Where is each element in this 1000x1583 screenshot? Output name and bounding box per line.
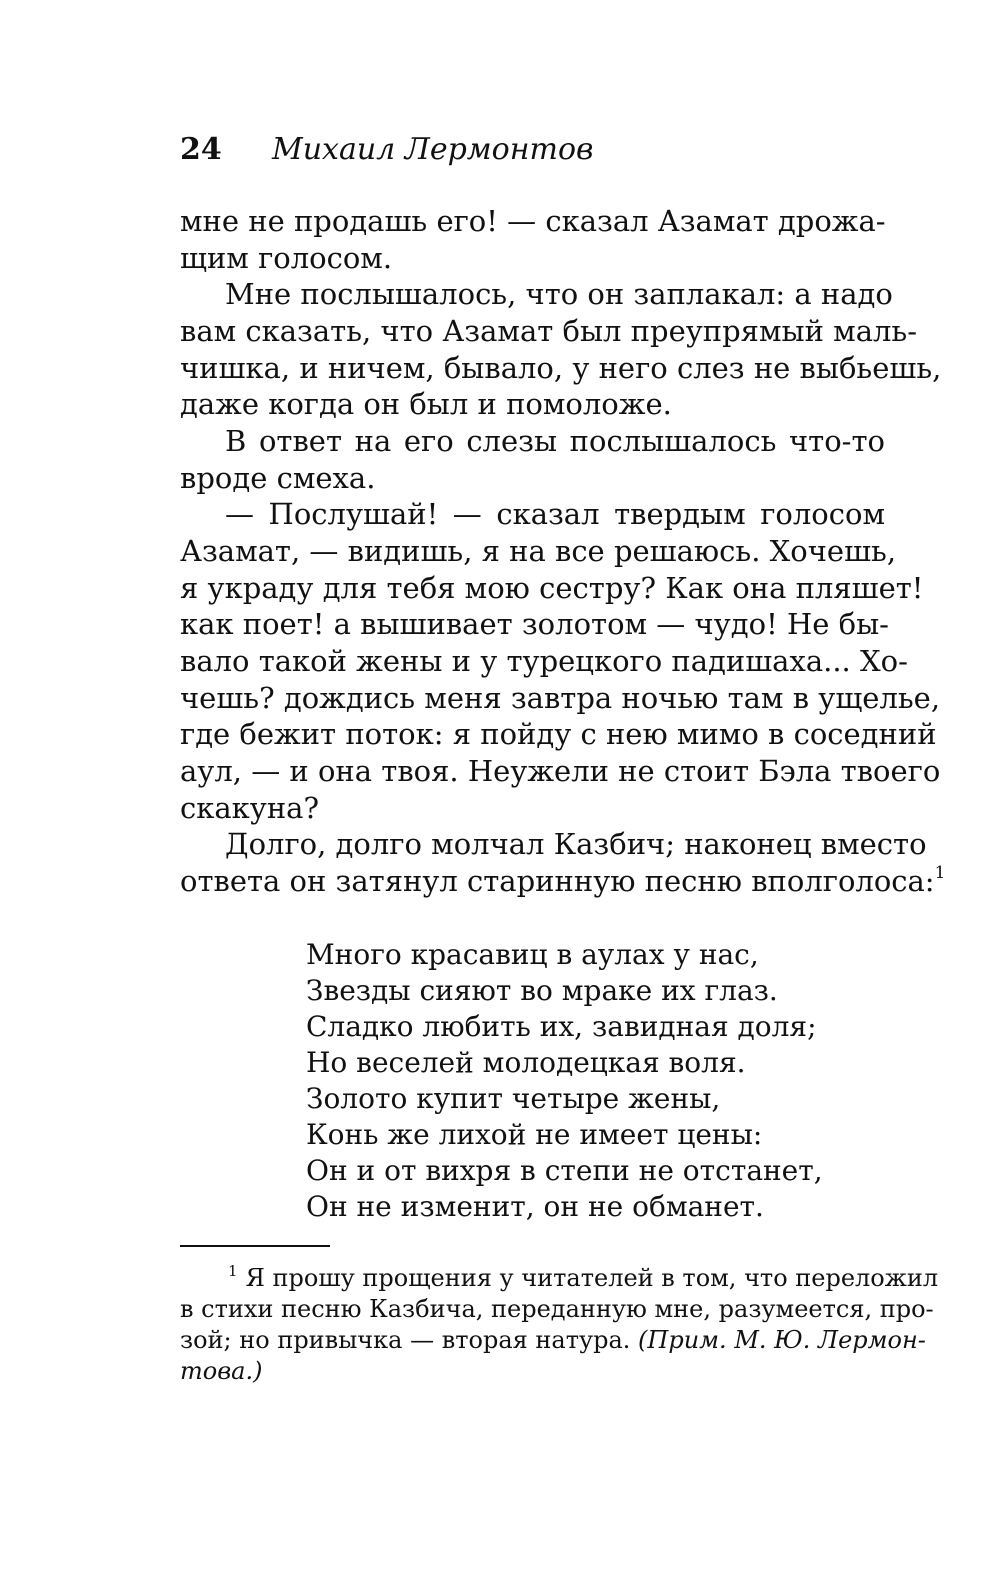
body-line: я украду для тебя мою сестру? Как она пляшет!: [180, 571, 924, 605]
verse-line: Он не изменит, он не обманет.: [306, 1190, 764, 1223]
footnote-text: зой; но привычка — вторая натура.: [180, 1326, 639, 1354]
body-line: чишка, и ничем, бывало, у него слез не выбьешь,: [180, 351, 942, 385]
footnote-line: в стихи песню Казбича, переданную мне, разумеется, про-: [180, 1295, 934, 1323]
verse-line: Сладко любить их, завидная доля;: [306, 1010, 817, 1043]
body-line: мне не продашь его! — сказал Азамат дрожа-: [180, 204, 886, 238]
body-line-text: ответа он затянул старинную песню вполголоса:: [180, 864, 935, 898]
page-number: 24: [180, 132, 222, 167]
footnote-line: [180, 1324, 926, 1356]
verse-line: Звезды сияют во мраке их глаз.: [306, 974, 778, 1007]
body-line: чешь? дождись меня завтра ночью там в ущелье,: [180, 681, 941, 715]
verse-line: Золото купит четыре жены,: [306, 1082, 721, 1115]
verse-line: Конь же лихой не имеет цены:: [306, 1118, 763, 1151]
body-line-with-footnote-ref: [180, 861, 946, 901]
body-line: как поет! а вышивает золотом — чудо! Не бы-: [180, 607, 889, 641]
body-line: Долго, долго молчал Казбич; наконец вместо: [225, 827, 927, 861]
verse-line: Но веселей молодецкая воля.: [306, 1046, 746, 1079]
body-line: аул, — и она твоя. Неужели не стоит Бэла твоего: [180, 754, 941, 788]
body-line: вало такой жены и у турецкого падишаха... Хо-: [180, 644, 908, 678]
body-line: Мне послышалось, что он заплакал: а надо: [225, 277, 893, 311]
footnote-divider: [180, 1245, 330, 1247]
footnote-line: [228, 1262, 939, 1294]
footnote-attribution: (Прим. М. Ю. Лермон-: [638, 1326, 926, 1354]
footnote-attribution-end: това.): [180, 1357, 263, 1385]
running-title: Михаил Лермонтов: [272, 132, 594, 167]
body-line: В ответ на его слезы послышалось что-то: [225, 424, 885, 458]
body-line: — Послушай! — сказал твердым голосом: [225, 497, 885, 531]
verse-line: Много красавиц в аулах у нас,: [306, 938, 759, 971]
footnote-text: Я прошу прощения у читателей в том, что переложил: [245, 1264, 939, 1292]
body-line: вам сказать, что Азамат был преупрямый маль-: [180, 314, 918, 348]
footnote-reference[interactable]: 1: [934, 863, 946, 883]
body-line: щим голосом.: [180, 241, 393, 275]
verse-line: Он и от вихря в степи не отстанет,: [306, 1154, 823, 1187]
body-line: вроде смеха.: [180, 461, 376, 495]
body-line: где бежит поток: я пойду с нею мимо в соседний: [180, 717, 937, 751]
body-line: скакуна?: [180, 791, 320, 825]
body-line: даже когда он был и помоложе.: [180, 387, 672, 421]
running-header: [180, 128, 593, 172]
body-line: Азамат, — видишь, я на все решаюсь. Хочешь,: [180, 534, 897, 568]
footnote-number: 1: [228, 1262, 238, 1280]
